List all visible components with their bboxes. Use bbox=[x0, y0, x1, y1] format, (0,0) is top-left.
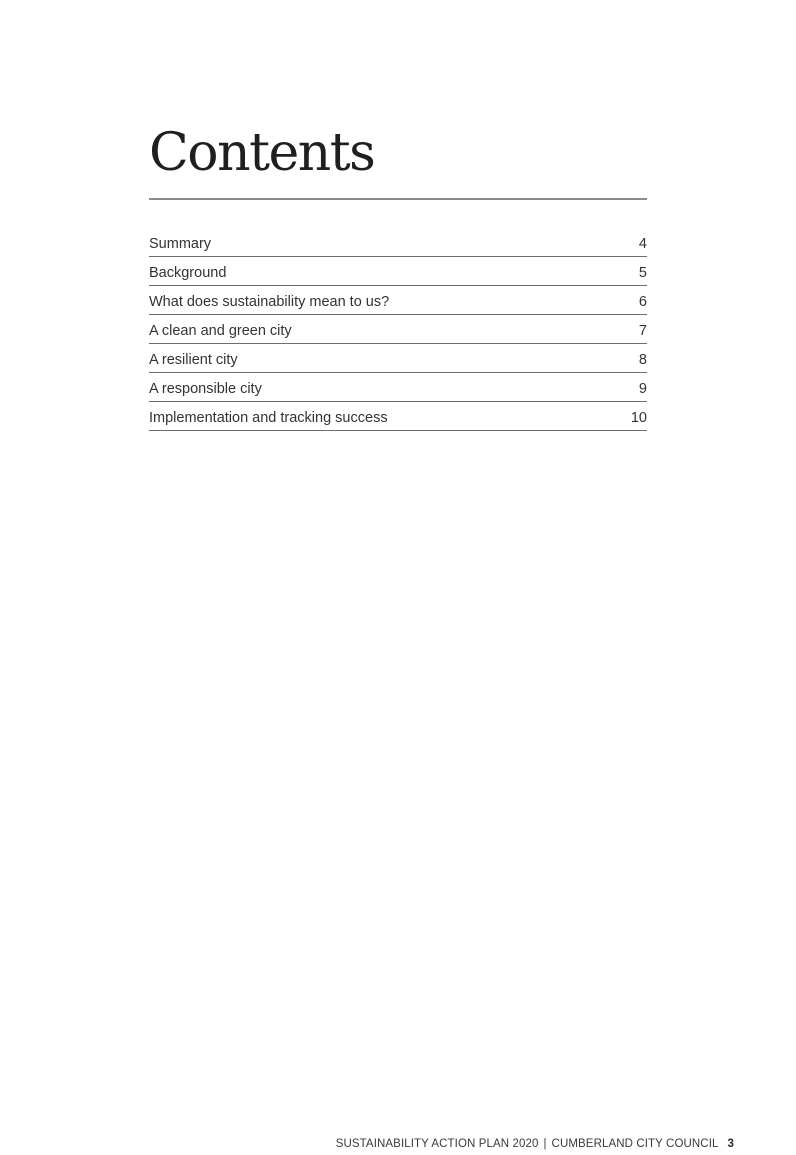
toc-entry-label: Summary bbox=[149, 236, 212, 252]
title-divider bbox=[149, 198, 647, 200]
toc-entry-page-number: 10 bbox=[630, 410, 647, 426]
toc-entry-label: Background bbox=[149, 265, 227, 281]
toc-entry-label: Implementation and tracking success bbox=[149, 410, 388, 426]
footer-organisation: CUMBERLAND CITY COUNCIL bbox=[551, 1138, 719, 1150]
toc-entry-page-number: 7 bbox=[638, 323, 647, 339]
toc-entry-label: A responsible city bbox=[149, 381, 262, 397]
toc-entry-responsible-city[interactable] bbox=[149, 373, 647, 402]
toc-entry-page-number: 4 bbox=[638, 236, 647, 252]
toc-entry-summary[interactable] bbox=[149, 228, 647, 257]
toc-entry-resilient-city[interactable] bbox=[149, 344, 647, 373]
toc-entry-clean-green-city[interactable] bbox=[149, 315, 647, 344]
page-title: Contents bbox=[149, 123, 375, 183]
toc-entry-label: A resilient city bbox=[149, 352, 238, 368]
toc-entry-page-number: 5 bbox=[638, 265, 647, 281]
toc-entry-sustainability-meaning[interactable] bbox=[149, 286, 647, 315]
page-footer bbox=[336, 1138, 734, 1150]
footer-separator: | bbox=[543, 1138, 547, 1150]
toc-entry-label: A clean and green city bbox=[149, 323, 292, 339]
footer-page-number: 3 bbox=[727, 1138, 734, 1150]
toc-entry-implementation[interactable] bbox=[149, 402, 647, 431]
toc-entry-page-number: 6 bbox=[638, 294, 647, 310]
footer-document-title: SUSTAINABILITY ACTION PLAN 2020 bbox=[335, 1138, 539, 1150]
toc-entry-background[interactable] bbox=[149, 257, 647, 286]
toc-entry-page-number: 8 bbox=[638, 352, 647, 368]
toc-entry-label: What does sustainability mean to us? bbox=[149, 294, 390, 310]
toc-entry-page-number: 9 bbox=[638, 381, 647, 397]
table-of-contents bbox=[149, 228, 647, 431]
